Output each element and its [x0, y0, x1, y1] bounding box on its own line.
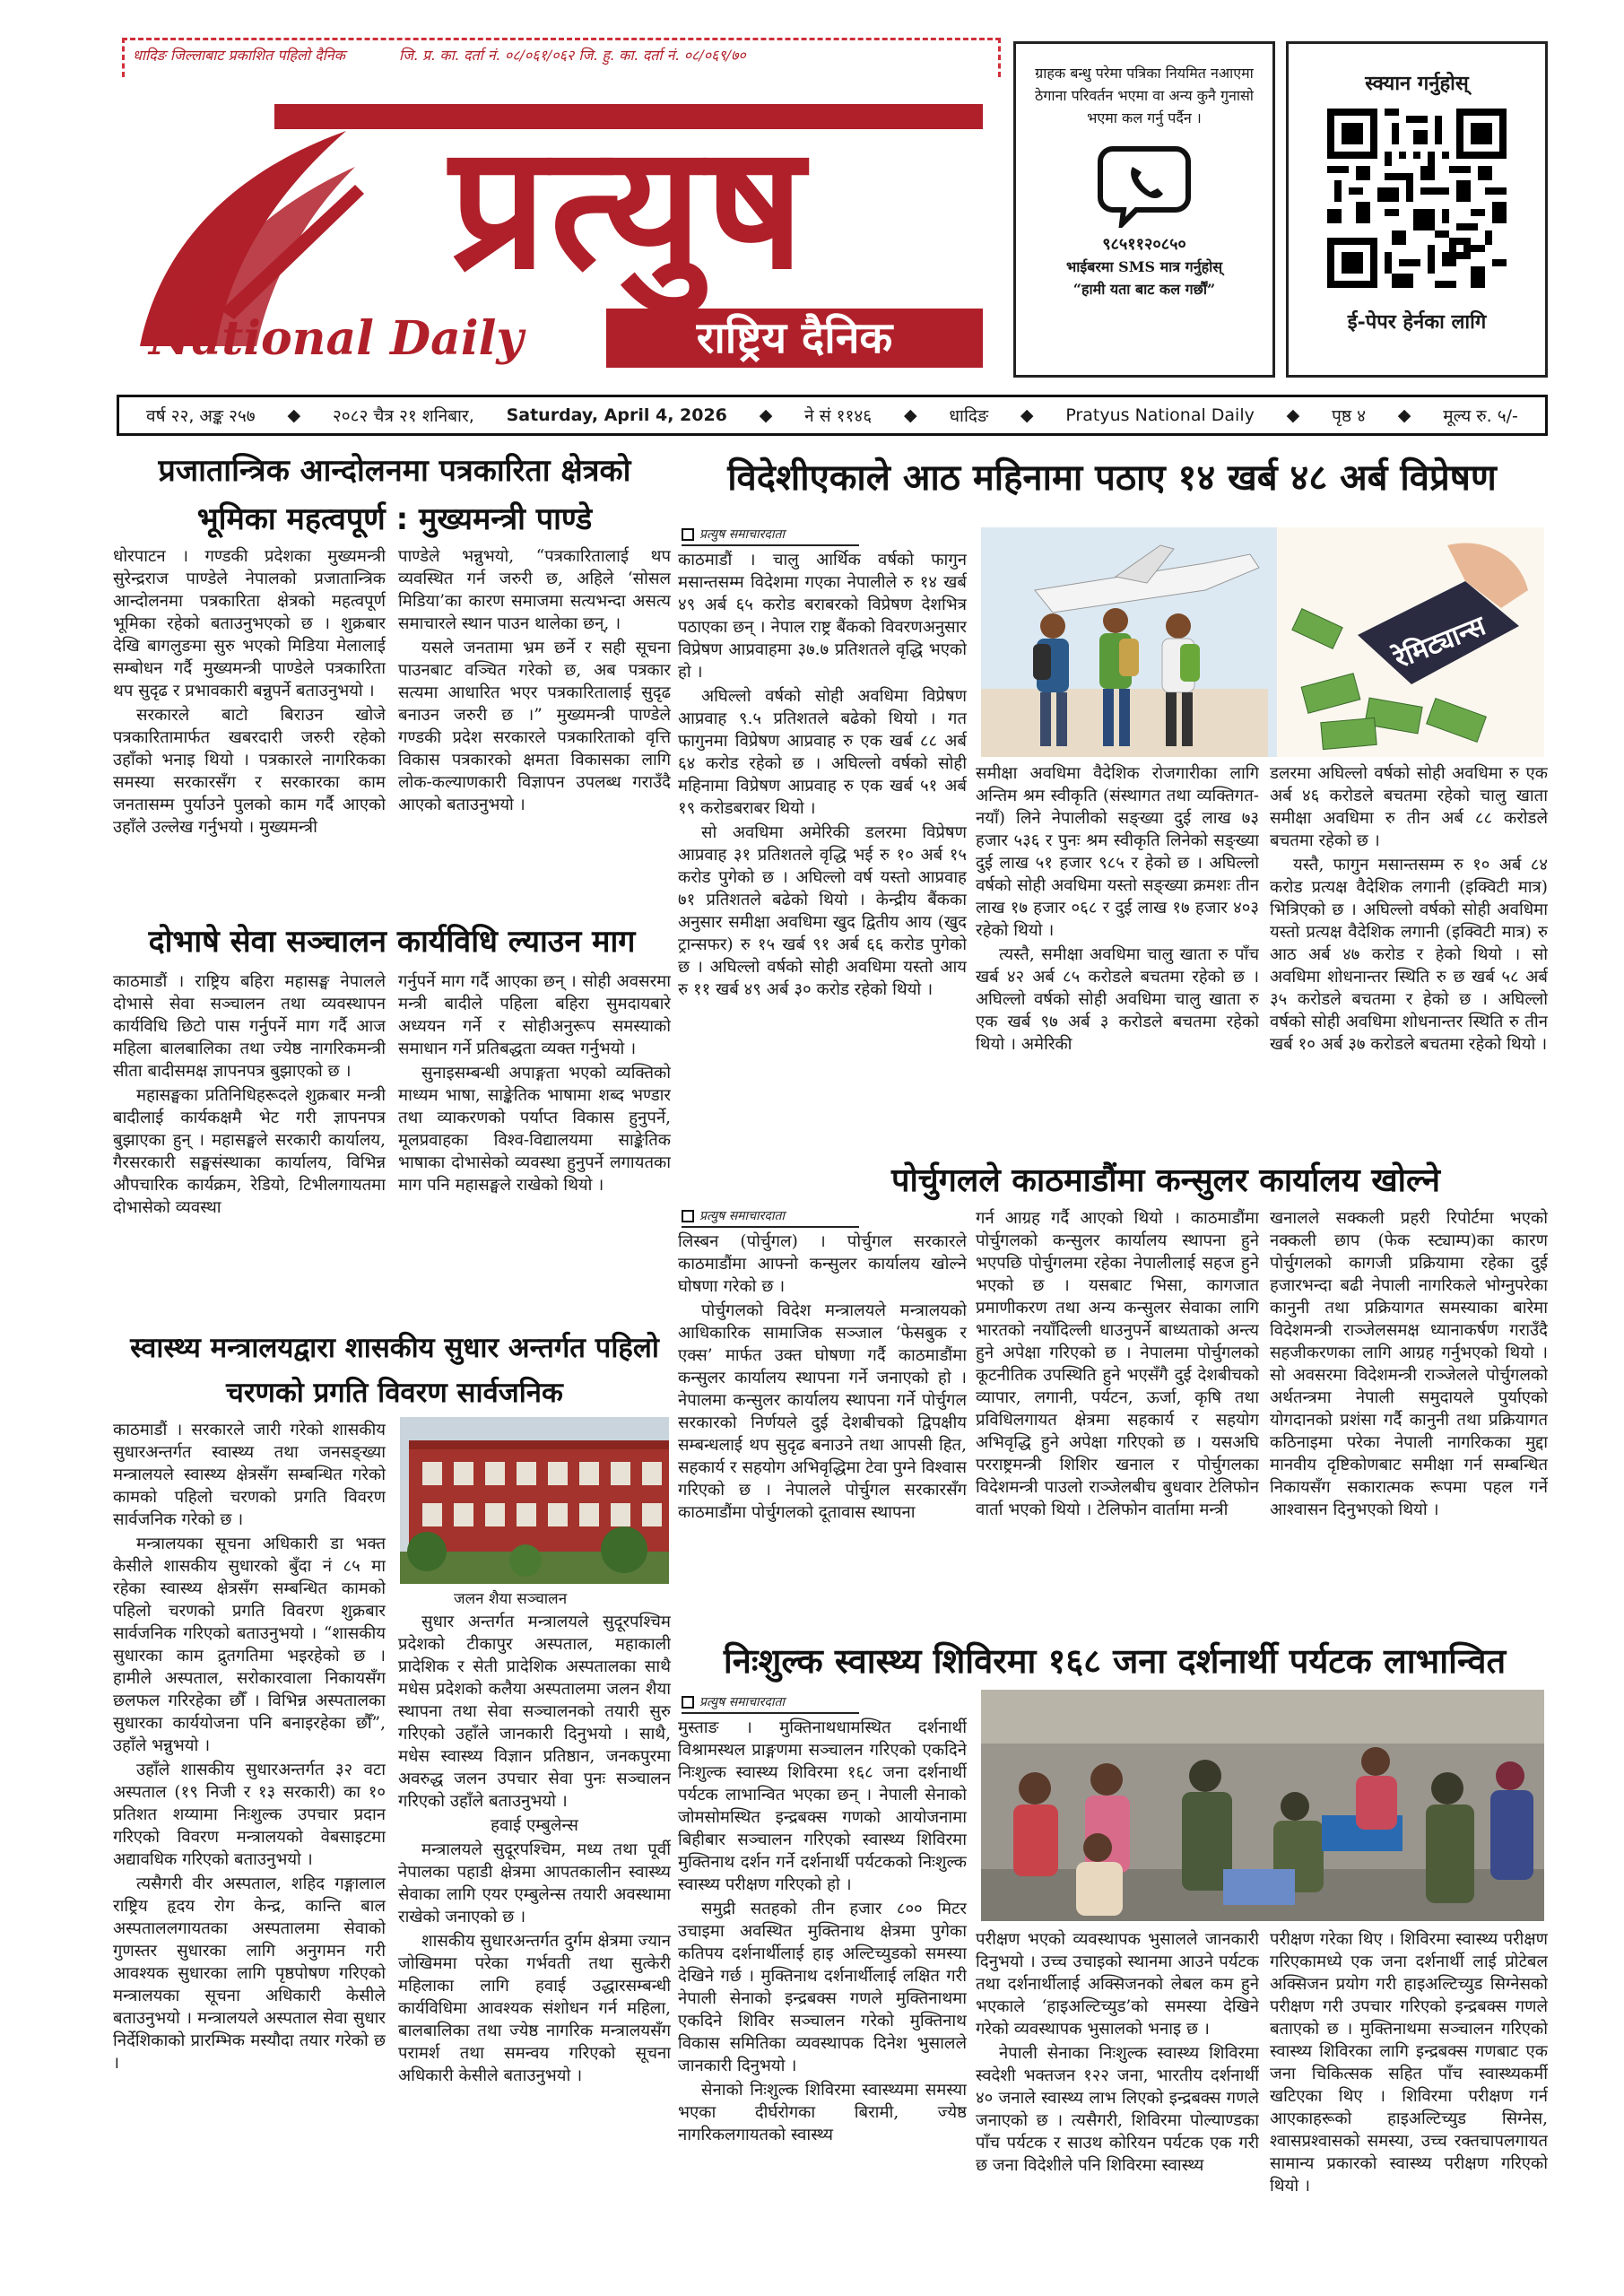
article2-para: गर्नुपर्ने माग गर्दै आएका छन् । सोही अवसरमा मन्त्री बादीले पहिला बहिरा सुमदायबारे अध्ययन गर्ने र सोहीअनुरूप समस्याको समाधान गर्ने प्रतिबद्धता व्यक्त गर्नुभयो ।	[398, 972, 671, 1058]
article4-para: अघिल्लो वर्षको सोही अवधिमा विप्रेषण आप्रवाह ९.५ प्रतिशतले बढेको थियो । गत फागुनमा विप्रेषण आप्रवाह रु एक खर्ब ८८ अर्ब ६४ करोड रहेको छ । अघिल्लो वर्षको सोही महिनामा विप्रेषण आप्रवाह रु एक खर्ब ५१ अर्ब १९ करोडबराबर थियो ।	[678, 687, 967, 818]
article2-col1	[113, 970, 386, 1320]
remittance-illustration	[981, 527, 1544, 757]
article4-byline	[682, 526, 859, 546]
article6-para: मुस्ताङ । मुक्तिनाथधामस्थित दर्शनार्थी विश्रामस्थल प्राङ्गणमा सञ्चालन गरिएको एकदिने निःशुल्क स्वास्थ्य शिविरमा १६८ जना दर्शनार्थी पर्यटक लाभान्वित भएका छन् । नेपाली सेनाको जोमसोमस्थित इन्द्रबक्स गणको आयोजनामा बिहीबार सञ्चालन गरिएको स्वास्थ्य शिविरमा मुक्तिनाथ दर्शन गर्ने दर्शनार्थी पर्यटकको निःशुल्क स्वास्थ्य परीक्षण गरिएको हो ।	[678, 1718, 967, 1894]
article5-col2	[976, 1207, 1259, 1634]
article1-para: यसले जनतामा भ्रम छर्ने र सही सूचना पाउनबाट वञ्चित गरेको छ, अब पत्रकार सत्यमा आधारित भएर पत्रकारितालाई सुदृढ बनाउन जरुरी छ ।” मुख्यमन्त्री पाण्डेले गण्डकी प्रदेश सरकारले पत्रकारिताको वृत्ति विकास पत्रकारको क्षमता विकासका लागि लोक-कल्याणकारी विज्ञापन उपलब्ध गराउँदै आएको बताउनुभयो ।	[398, 639, 671, 814]
masthead-tagline	[133, 45, 994, 72]
price: मूल्य रु. ५/-	[1443, 406, 1518, 426]
article3-col2	[398, 1611, 671, 2266]
article3-para: मन्त्रालयका सूचना अधिकारी डा भक्त केसीले शासकीय सुधारको बुँदा नं ८५ मा रहेका स्वास्थ्य क्षेत्रसँग सम्बन्धित कामको पहिलो चरणको प्रगति विवरण शुक्रबार सार्वजनिक गरिएको बताउनुभयो । “शासकीय सुधारका काम द्रुतगतिमा भइरहेको छ । हामीले अस्पताल, सरोकारवाला निकायसँग छलफल गरिरहेका छौँ । विभिन्न अस्पतालका सुधारका कार्ययोजना पनि बनाइरहेका छौँ”, उहाँले भन्नुभयो ।	[113, 1535, 386, 1755]
article5-title: पोर्चुगलले काठमाडौंमा कन्सुलर कार्यालय खोल्ने	[891, 1162, 1440, 1199]
article4-para: काठमाडौं । चालु आर्थिक वर्षको फागुन मसान्तसम्म विदेशमा गएका नेपालीले रु १४ खर्ब ४९ अर्ब ६५ करोड बराबरको विप्रेषण देशभित्र पठाएका छन् । नेपाल राष्ट्र बैंकको विवरणअनुसार विप्रेषण आप्रवाहमा ३७.७ प्रतिशतले वृद्धि भएको हो ।	[678, 551, 967, 682]
dateline-bar: वर्ष २२, अङ्क २५७ ◆ २०८२ चैत्र २१ शनिबार, Saturday, April 4, 2026 ◆ ने सं ११४६ ◆ धादिङ ◆ Pratyus National Daily ◆ पृष्ठ ४ ◆ मूल्य रु. ५/-	[117, 395, 1548, 436]
viber-number: ९८५११२०८५०	[1102, 235, 1186, 254]
article4-para: डलरमा अघिल्लो वर्षको सोही अवधिमा रु एक अर्ब ४६ करोडले बचतमा रहेको चालु खाता समीक्षा अवधिमा रु तीन अर्ब ८८ करोडले बचतमा रहेको छ ।	[1270, 764, 1548, 850]
article2-para: महासङ्घका प्रतिनिधिहरूदले शुक्रबार मन्त्री बादीलाई कार्यकक्षमै भेट गरी ज्ञापनपत्र बुझाएका हुन् । महासङ्घले सरकारी कार्यालय, गैरसरकारी सङ्घसंस्थाका कार्यालय, विभिन्न औपचारिक कार्यक्रम, रेडियो, टिभीलगायतमा दोभासेको व्यवस्था	[113, 1086, 386, 1217]
newspaper-logo	[122, 77, 1001, 373]
article3-para: काठमाडौं । सरकारले जारी गरेको शासकीय सुधारअन्तर्गत स्वास्थ्य तथा जनसङ्ख्या मन्त्रालयले स्वास्थ्य क्षेत्रसँग सम्बन्धित गरेको कामको पहिलो चरणको प्रगति विवरण सार्वजनिक गरेको छ ।	[113, 1421, 386, 1529]
article4-para: समीक्षा अवधिमा वैदेशिक रोजगारीका लागि अन्तिम श्रम स्वीकृति (संस्थागत तथा व्यक्तिगत-नयाँ) लिने नेपालीको सङ्ख्या दुई लाख ७३ हजार ५३६ र पुनः श्रम स्वीकृति लिनेको सङ्ख्या दुई लाख ५१ हजार ९८५ र हेको छ । अघिल्लो वर्षको सोही अवधिमा यस्तो सङ्ख्या क्रमशः तीन लाख १७ हजार ०६८ र दुई लाख १७ हजार ४०३ रहेको थियो ।	[976, 764, 1259, 940]
health-camp-photo	[981, 1690, 1544, 1921]
article3-para: सुधार अन्तर्गत मन्त्रालयले सुदूरपश्चिम प्रदेशको टीकापुर अस्पताल, महाकाली प्रादेशिक र सेती प्रादेशिक अस्पतालका साथै मधेस प्रदेशको कलैया अस्पतालमा जलन शैया स्थापना तथा सेवा सञ्चालनको तयारी सुरु गरिएको उहाँले जानकारी दिनुभयो । साथै, मधेस स्वास्थ्य विज्ञान प्रतिष्ठान, जनकपुरमा अवरुद्ध जलन उपचार सेवा पुनः सञ्चालन गरिएको उहाँले बताउनुभयो ।	[398, 1613, 671, 1811]
qr-code-box	[1286, 41, 1548, 378]
article6-para: परीक्षण भएको व्यवस्थापक भुसालले जानकारी दिनुभयो । उच्च उचाइको स्थानमा आउने पर्यटक तथा दर्शनार्थीलाई अक्सिजनको लेबल कम हुने भएकाले ‘हाइअल्टिच्युड’को समस्या देखिने गरेको व्यवस्थापक भुसालको भनाइ छ ।	[976, 1930, 1259, 2039]
article6-para: सेनाको निःशुल्क शिविरमा स्वास्थ्यमा समस्या भएका दीर्घरोगका बिरामी, ज्येष्ठ नागरिकलगायतको स्वास्थ्य	[678, 2081, 967, 2144]
article3-para: शासकीय सुधारअन्तर्गत दुर्गम क्षेत्रमा ज्यान जोखिममा परेका गर्भवती तथा सुत्केरी महिलाका लागि हवाई उद्धारसम्बन्धी कार्यविधिमा आवश्यक संशोधन गर्न महिला, बालबालिका तथा ज्येष्ठ नागरिक मन्त्रालयसँग परामर्श तथा समन्वय गरिएको सूचना अधिकारी केसीले बताउनुभयो ।	[398, 1932, 671, 2085]
qr-code-icon[interactable]	[1327, 109, 1507, 288]
article4-col1	[678, 549, 967, 1159]
registration-numbers: जि. प्र. का. दर्ता नं. ०८/०६१/०६२ जि. हु. का. दर्ता नं. ०८/०६९/७०	[398, 47, 746, 64]
byline-icon	[682, 1210, 694, 1222]
article1-title: प्रजातान्त्रिक आन्दोलनमा पत्रकारिता क्षेत्रको भूमिका महत्वपूर्ण : मुख्यमन्त्री पाण्डे	[158, 453, 631, 537]
article5-para: पोर्चुगलको विदेश मन्त्रालयले मन्त्रालयको आधिकारिक सामाजिक सञ्जाल ‘फेसबुक र एक्स’ मार्फत उक्त घोषणा गर्दै काठमाडौंमा कन्सुलर कार्यालय स्थापना गर्ने जनाएको हो । नेपालमा कन्सुलर कार्यालय स्थापना गर्ने पोर्चुगल सरकारको निर्णयले दुई देशबीचको द्विपक्षीय सम्बन्धलाई थप सुदृढ बनाउने तथा आपसी हित, सहकार्य र सहयोग अभिवृद्धिमा टेवा पुग्ने विश्वास गरिएको छ । नेपालले पोर्चुगल सरकारसँग काठमाडौंमा पोर्चुगलको दूतावास स्थापना	[678, 1301, 967, 1522]
viber-icon	[1095, 142, 1194, 228]
article1-col1	[113, 545, 386, 913]
article2-para: काठमाडौं । राष्ट्रिय बहिरा महासङ्घ नेपालले दोभासे सेवा सञ्चालन तथा व्यवस्थापन कार्यविधि छिटो पास गर्नुपर्ने माग गर्दै आज महिला बालबालिका तथा ज्येष्ठ नागरिकमन्त्री सीता बादीसमक्ष ज्ञापनपत्र बुझाएको छ ।	[113, 972, 386, 1081]
article6-col2	[976, 1928, 1259, 2273]
article4-para: यस्तै, फागुन मसान्तसम्म रु १० अर्ब ८४ करोड प्रत्यक्ष वैदेशिक लगानी (इक्विटी मात्र) भित्रिएको छ । अघिल्लो वर्षको सोही अवधिमा यस्तो प्रत्यक्ष वैदेशिक लगानी (इक्विटी मात्र) रु आठ अर्ब ४७ करोड र हेको थियो । सो अवधिमा शोधनान्तर स्थिति रु छ खर्ब ५८ अर्ब ३५ करोडले बचतमा र हेको छ । अघिल्लो वर्षको सोही अवधिमा शोधनान्तर स्थिति रु तीन खर्ब १० अर्ब ३७ करोडले बचतमा रहेको थियो ।	[1270, 856, 1548, 1054]
national-daily-text: National Daily	[149, 311, 524, 366]
article3-col1	[113, 1419, 386, 2262]
logo-main-text: प्रत्युष	[449, 109, 808, 307]
scan-label: स्क्यान गर्नुहोस्	[1365, 72, 1469, 95]
article5-para: खनालले सक्कली प्रहरी रिपोर्टमा भएको नक्कली छाप (फेक स्ट्याम्प)का कारण पोर्चुगलको कागजी प्रक्रियामा रहेका दुई हजारभन्दा बढी नेपाली नागरिकले भोग्नुपरेका कानुनी तथा प्रक्रियागत समस्याका बारेमा विदेशमन्त्री राञ्जेलसमक्ष ध्यानाकर्षण गराउँदै सहजीकरणका लागि आग्रह गर्नुभएको थियो । सो अवसरमा विदेशमन्त्री राञ्जेलले पोर्चुगलको अर्थतन्त्रमा नेपाली समुदायले पुर्याएको योगदानको प्रशंसा गर्दै कानुनी तथा प्रक्रियागत कठिनाइमा परेका नेपाली नागरिकका मुद्दा मानवीय दृष्टिकोणबाट समीक्षा गर्न सम्बन्धित निकायसँग सकारात्मक रूपमा पहल गर्ने आश्वासन दिनुभएको थियो ।	[1270, 1209, 1548, 1519]
article6-para: समुद्री सतहको तीन हजार ८०० मिटर उचाइमा अवस्थित मुक्तिनाथ क्षेत्रमा पुगेका कतिपय दर्शनार्थीलाई हाइ अल्टिच्युडको समस्या देखिने गर्छ । मुक्तिनाथ दर्शनार्थीलाई लक्षित गरी नेपाली सेनाको इन्द्रबक्स गणले मुक्तिनाथमा एकदिने शिविर सञ्चालन गरेको मुक्तिनाथ विकास समितिका व्यवस्थापक दिनेश भुसालले जानकारी दिनुभयो ।	[678, 1900, 967, 2075]
rashtriya-dainik-text: राष्ट्रिय दैनिक	[696, 313, 893, 363]
article2-col2	[398, 970, 671, 1320]
article6-title: निःशुल्क स्वास्थ्य शिविरमा १६८ जना दर्शनार्थी पर्यटक लाभान्वित	[723, 1641, 1507, 1681]
article4-col2	[976, 762, 1259, 1157]
byline-label: प्रत्युष समाचारदाता	[699, 1695, 786, 1709]
date-english: Saturday, April 4, 2026	[506, 405, 727, 425]
remittance-image-text: रेमिट्यान्स	[1390, 610, 1490, 675]
article1-col2	[398, 545, 671, 913]
article3-para: त्यसैगरी वीर अस्पताल, शहिद गङ्गालाल राष्ट्रिय हृदय रोग केन्द्र, कान्ति बाल अस्पताललगायतका अस्पतालमा सेवाको गुणस्तर सुधारका लागि अनुगमन गरी आवश्यक सुधारका लागि पृष्ठपोषण गरिएको मन्त्रालयका सूचना अधिकारी केसीले बताउनुभयो । मन्त्रालयले अस्पताल सेवा सुधार निर्देशिकाको प्रारम्भिक मस्यौदा तयार गरेको छ ।	[113, 1874, 386, 2073]
article6-para: नेपाली सेनाका निःशुल्क स्वास्थ्य शिविरमा स्वदेशी भक्तजन १२२ जना, भारतीय दर्शनार्थी ४० जनाले स्वास्थ्य लाभ लिएको इन्द्रबक्स गणले जनाएको छ । त्यसैगरी, शिविरमा पोल्याण्डका पाँच पर्यटक र साउथ कोरियन पर्यटक एक गरी छ जना विदेशीले पनि शिविरमा स्वास्थ्य	[976, 2044, 1259, 2175]
article5-byline	[682, 1207, 859, 1228]
date-nepali: २०८२ चैत्र २१ शनिबार,	[332, 406, 474, 426]
subscriber-notice-box	[1013, 41, 1275, 378]
article2-para: सुनाइसम्बन्धी अपाङ्गता भएको व्यक्तिको माध्यम भाषा, साङ्केतिक भाषामा शब्द भण्डार तथा व्याकरणको पर्याप्त विकास हुनुपर्ने, मूलप्रवाहका विश्व-विद्यालयमा साङ्केतिक भाषाका दोभासेको व्यवस्था हुनुपर्ने लगायतका माग पनि महासङ्घले राखेको थियो ।	[398, 1064, 671, 1195]
article4-para: सो अवधिमा अमेरिकी डलरमा विप्रेषण आप्रवाह ३१ प्रतिशतले वृद्धि भई रु १० अर्ब १५ करोड पुगेको छ । अघिल्लो वर्ष यस्तो आप्रवाह ७१ प्रतिशतले बढेको थियो । केन्द्रीय बैंकका अनुसार समीक्षा अवधिमा खुद द्वितीय आय (खुद ट्रान्सफर) रु १५ खर्ब ९१ अर्ब ६६ करोड पुगेको छ । अघिल्लो वर्षको सोही अवधिमा यस्तो आय रु ११ खर्ब ४९ अर्ब ३० करोड रहेको थियो ।	[678, 823, 967, 999]
article3-title: स्वास्थ्य मन्त्रालयद्वारा शासकीय सुधार अन्तर्गत पहिलो चरणको प्रगति विवरण सार्वजनिक	[130, 1332, 659, 1409]
byline-label: प्रत्युष समाचारदाता	[699, 1209, 786, 1223]
byline-icon	[682, 528, 694, 541]
article6-para: परीक्षण गरेका थिए । शिविरमा स्वास्थ्य परीक्षण गरिएकामध्ये एक जना दर्शनार्थी लाई प्रोटेबल अक्सिजन प्रयोग गरी हाइअल्टिच्युड सिग्नेसको परीक्षण गरी उपचार गरिएको इन्द्रबक्स गणले बताएको छ । मुक्तिनाथमा सञ्चालन गरिएको स्वास्थ्य शिविरका लागि इन्द्रबक्स गणबाट एक जना चिकित्सक सहित पाँच स्वास्थ्यकर्मी खटिएका थिए । शिविरमा परीक्षण गर्न आएकाहरूको हाइअल्टिच्युड सिग्नेस, श्वासप्रश्वासको समस्या, उच्च रक्तचापलगायत सामान्य प्रकारको स्वास्थ्य परीक्षण गरिएको थियो ।	[1270, 1930, 1548, 2196]
article5-col1	[678, 1231, 967, 1634]
article3-para: मन्त्रालयले सुदूरपश्चिम, मध्य तथा पूर्वी नेपालका पहाडी क्षेत्रमा आपतकालीन स्वास्थ्य सेवाका लागि एयर एम्बुलेन्स तयारी अवस्थामा राखेको जनाएको छ ।	[398, 1840, 671, 1926]
article1-para: सरकारले बाटो बिराउन खोजे पत्रकारितामार्फत खबरदारी जरुरी रहेको उहाँको भनाइ थियो । पत्रकारले नागरिकका समस्या सरकारसँग र सरकारका काम जनतासम्म पुर्याउने पुलको काम गर्दै आएको उहाँले उल्लेख गर्नुभयो । मुख्यमन्त्री	[113, 706, 386, 837]
byline-icon	[682, 1696, 694, 1709]
page-number: पृष्ठ ४	[1332, 406, 1366, 426]
rashtriya-dainik-banner	[606, 309, 983, 368]
article3-para: उहाँले शासकीय सुधारअन्तर्गत ३२ वटा अस्पताल (१९ निजी र १३ सरकारी) का १० प्रतिशत शय्यामा निःशुल्क उपचार प्रदान गरिएको विवरण मन्त्रालयको वेबसाइटमा अद्यावधिक गरिएको बताउनुभयो ।	[113, 1761, 386, 1869]
article1-para: पाण्डेले भन्नुभयो, “पत्रकारितालाई थप व्यवस्थित गर्न जरुरी छ, अहिले ‘सोसल मिडिया’का कारण समाजमा सत्यभन्दा असत्य समाचारले स्थान पाउन थालेका छन्, ।	[398, 547, 671, 633]
nepal-sambat: ने सं ११४६	[804, 406, 873, 426]
article6-col1	[678, 1717, 967, 2273]
viber-quote: “हामी यता बाट कल गर्छौं”	[1073, 281, 1216, 298]
article2-title: दोभाषे सेवा सञ्चालन कार्यविधि ल्याउन माग	[148, 924, 636, 960]
paper-name: Pratyus National Daily	[1065, 405, 1255, 425]
article3-subhead: हवाई एम्बुलेन्स	[491, 1816, 578, 1835]
article5-col3	[1270, 1207, 1548, 1634]
photo-caption: जलन शैया सञ्चालन	[454, 1590, 568, 1608]
byline-label: प्रत्युष समाचारदाता	[699, 527, 786, 542]
article5-para: लिस्बन (पोर्चुगल) । पोर्चुगल सरकारले काठमाडौंमा आफ्नो कन्सुलर कार्यालय खोल्ने घोषणा गरेको छ ।	[678, 1232, 967, 1296]
notice-text: ग्राहक बन्धु परेमा पत्रिका नियमित नआएमा ठेगाना परिवर्तन भएमा वा अन्य कुनै गुनासो भएमा कल गर्नु पर्दैन ।	[1035, 65, 1254, 126]
tagline-left: धादिङ जिल्लाबाट प्रकाशित पहिलो दैनिक	[133, 47, 345, 64]
article4-col3	[1270, 762, 1548, 1157]
article6-col3	[1270, 1928, 1548, 2273]
article6-byline	[682, 1693, 859, 1714]
epaper-label: ई-पेपर हेर्नका लागि	[1347, 310, 1487, 334]
article4-title: विदेशीएकाले आठ महिनामा पठाए १४ खर्ब ४८ अर्ब विप्रेषण	[727, 457, 1497, 499]
article1-para: धोरपाटन । गण्डकी प्रदेशका मुख्यमन्त्री सुरेन्द्रराज पाण्डेले नेपालको प्रजातान्त्रिक आन्दोलनमा पत्रकारिता क्षेत्रको महत्वपूर्ण भूमिका रहेको बताउनुभएको छ । शुक्रबार देखि बागलुङमा सुरु भएको मिडिया मेलालाई सम्बोधन गर्दै मुख्यमन्त्री पाण्डेले पत्रकारिता थप सुदृढ र प्रभावकारी बन्नुपर्ने बताउनुभयो ।	[113, 547, 386, 700]
viber-sms-text: भाईबरमा SMS मात्र गर्नुहोस्	[1065, 258, 1223, 275]
article5-para: गर्न आग्रह गर्दै आएको थियो । काठमाडौंमा पोर्चुगलको कन्सुलर कार्यालय स्थापना हुने भएपछि पोर्चुगलमा रहेका नेपालीलाई सहज हुने भएको छ । यसबाट भिसा, कागजात प्रमाणीकरण तथा अन्य कन्सुलर सेवाका लागि भारतको नयाँदिल्ली धाउनुपर्ने बाध्यताको अन्त्य हुने अपेक्षा गरिएको छ । नेपालमा पोर्चुगलको कूटनीतिक उपस्थिति हुने भएसँगै दुई देशबीचको व्यापार, लगानी, पर्यटन, ऊर्जा, कृषि तथा प्रविधिलगायत क्षेत्रमा सहकार्य र सहयोग अभिवृद्धि हुने अपेक्षा गरिएको छ । यसअघि परराष्ट्रमन्त्री शिशिर खनाल र पोर्चुगलका विदेशमन्त्री पाउलो राञ्जेलबीच बुधवार टेलिफोन वार्ता भएको थियो । टेलिफोन वार्तामा मन्त्री	[976, 1209, 1259, 1519]
year-issue: वर्ष २२, अङ्क २५७	[146, 406, 256, 426]
article4-para: त्यस्तै, समीक्षा अवधिमा चालु खाता रु पाँच खर्ब ४२ अर्ब ८५ करोडले बचतमा रहेको छ । अघिल्लो वर्षको सोही अवधिमा चालु खाता रु एक खर्ब ९७ अर्ब ३ करोडले बचतमा रहेको थियो । अमेरिकी	[976, 945, 1259, 1054]
place: धादिङ	[949, 406, 989, 426]
hospital-building-photo	[400, 1417, 669, 1584]
